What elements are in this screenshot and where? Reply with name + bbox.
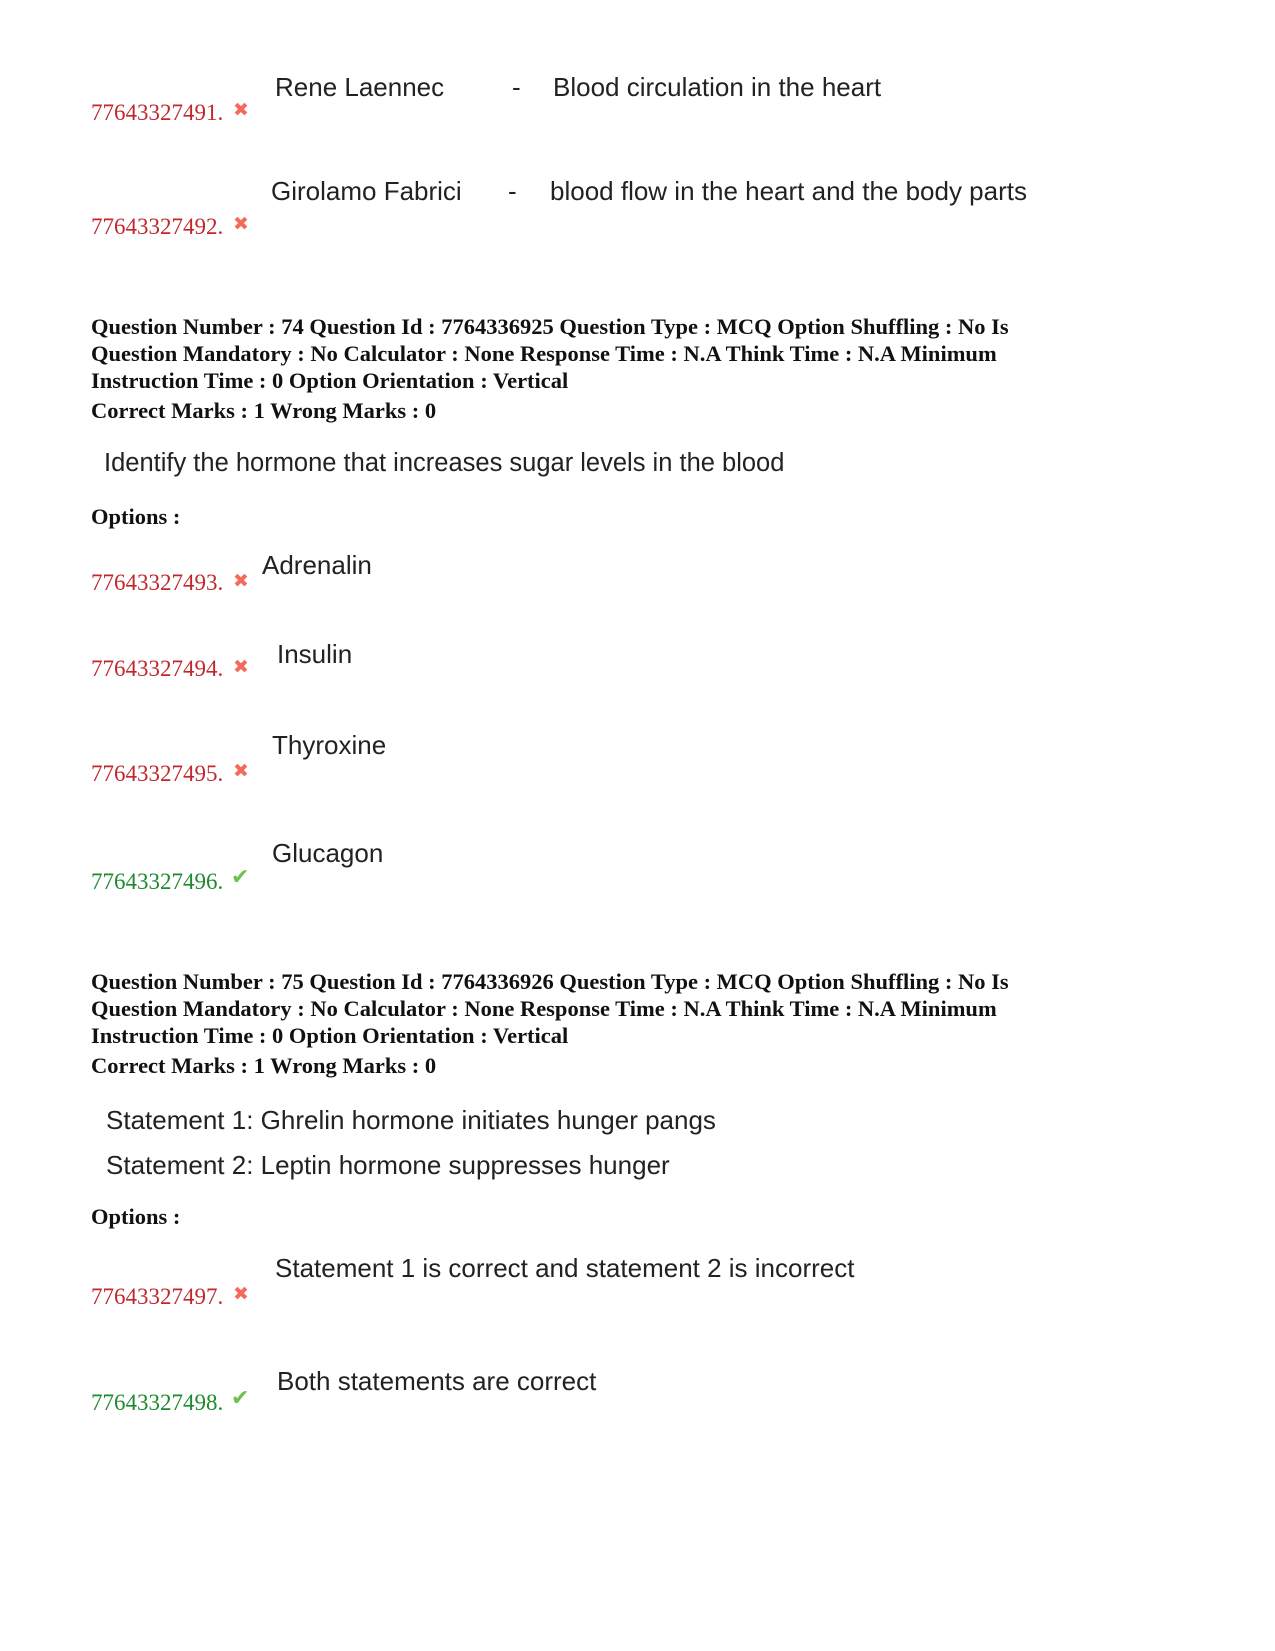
cross-icon: ✖ (233, 760, 249, 782)
option-id: 77643327494. (91, 656, 224, 681)
option-left-text: Rene Laennec (275, 72, 445, 102)
question-meta: Question Number : 74 Question Id : 7764336925 Question Type : MCQ Option Shuffling : No Is Question Mandatory : No Calculator : None Response Time : N.A Think Time : N.A Minimum Instruction Time : 0 Option Orientation : Vertical (91, 314, 1009, 393)
statement-1: Statement 1: Ghrelin hormone initiates hunger pangs (106, 1105, 716, 1135)
question-text: Identify the hormone that increases sugar levels in the blood (104, 449, 785, 477)
option-dash: - (508, 176, 517, 206)
question-marks: Correct Marks : 1 Wrong Marks : 0 (91, 398, 437, 423)
options-label: Options : (91, 504, 181, 529)
options-label: Options : (91, 1204, 181, 1229)
option-text: Adrenalin (262, 550, 372, 580)
option-id: 77643327498. (91, 1390, 224, 1415)
option-text: Both statements are correct (277, 1366, 597, 1396)
check-icon: ✔ (231, 865, 250, 890)
cross-icon: ✖ (233, 656, 249, 678)
option-id: 77643327491. (91, 100, 224, 125)
question-marks: Correct Marks : 1 Wrong Marks : 0 (91, 1053, 437, 1078)
check-icon: ✔ (231, 1386, 250, 1411)
option-text: Statement 1 is correct and statement 2 is incorrect (275, 1253, 855, 1283)
option-id: 77643327493. (91, 570, 224, 595)
option-left-text: Girolamo Fabrici (271, 176, 462, 206)
option-right-text: Blood circulation in the heart (553, 72, 882, 102)
option-text: Thyroxine (272, 730, 387, 760)
option-text: Insulin (277, 639, 353, 669)
question-meta: Question Number : 75 Question Id : 7764336926 Question Type : MCQ Option Shuffling : No Is Question Mandatory : No Calculator : None Response Time : N.A Think Time : N.A Minimum Instruction Time : 0 Option Orientation : Vertical (91, 969, 1009, 1048)
statement-2: Statement 2: Leptin hormone suppresses hunger (106, 1150, 670, 1180)
option-id: 77643327495. (91, 761, 224, 786)
option-dash: - (512, 72, 521, 102)
option-id: 77643327496. (91, 869, 224, 894)
option-text: Glucagon (272, 838, 384, 868)
option-id: 77643327497. (91, 1284, 224, 1309)
cross-icon: ✖ (233, 213, 249, 235)
cross-icon: ✖ (233, 1283, 249, 1305)
option-right-text: blood flow in the heart and the body parts (550, 176, 1027, 206)
option-id: 77643327492. (91, 214, 224, 239)
cross-icon: ✖ (233, 570, 249, 592)
cross-icon: ✖ (233, 99, 249, 121)
